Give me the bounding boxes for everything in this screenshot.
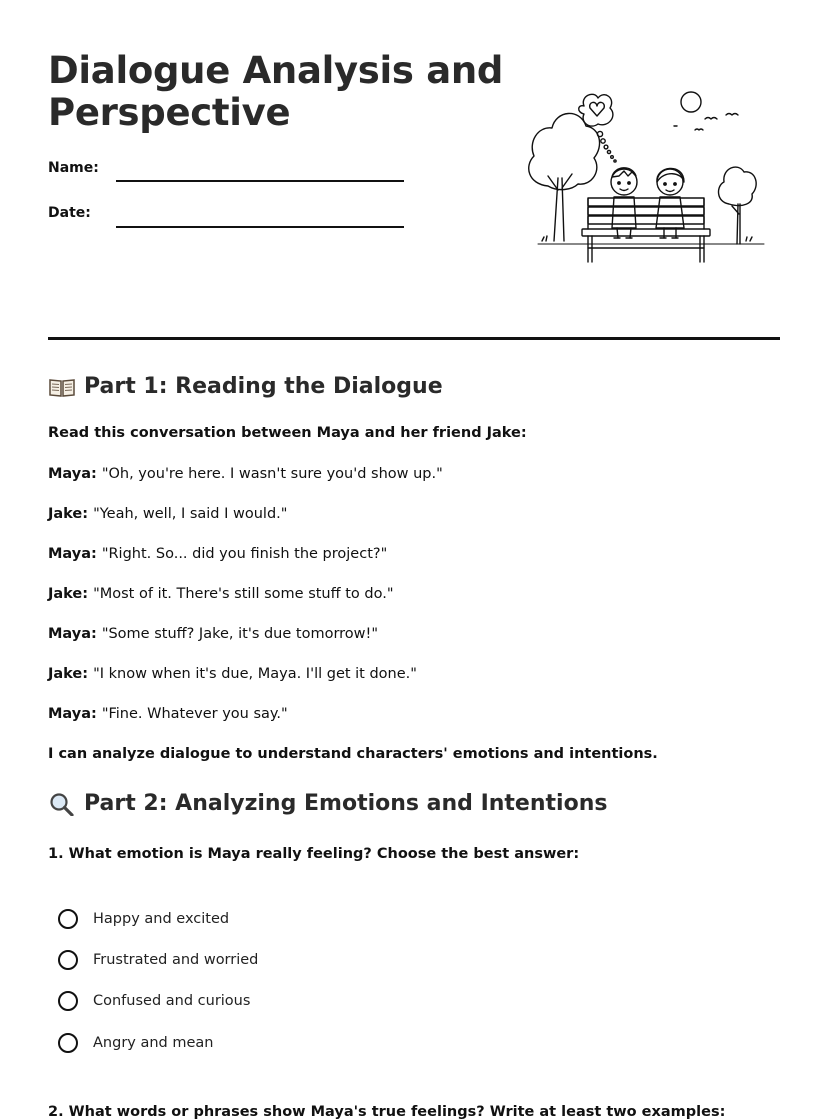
answer-option[interactable] (58, 909, 229, 929)
speaker-name: Maya: (48, 466, 97, 482)
dialogue-text: "Most of it. There's still some stuff to do." (93, 586, 394, 602)
dialogue-line (48, 546, 387, 562)
radio-button[interactable] (58, 909, 78, 929)
dialogue-text: "Yeah, well, I said I would." (93, 506, 288, 522)
dialogue-text: "Oh, you're here. I wasn't sure you'd show up." (101, 466, 443, 482)
name-field[interactable] (116, 180, 404, 182)
answer-option[interactable] (58, 1033, 213, 1053)
date-field[interactable] (116, 226, 404, 228)
speaker-name: Jake: (48, 586, 89, 602)
dialogue-text: "Fine. Whatever you say." (101, 706, 288, 722)
part2-title (48, 791, 607, 816)
radio-button[interactable] (58, 950, 78, 970)
header-divider (48, 337, 780, 340)
open-book-icon (48, 375, 76, 399)
two-friends-on-bench-illustration (524, 86, 768, 272)
part1-title (48, 374, 443, 399)
radio-button[interactable] (58, 1033, 78, 1053)
radio-button[interactable] (58, 991, 78, 1011)
question-1: 1. What emotion is Maya really feeling? Choose the best answer: (48, 846, 580, 862)
answer-option-label: Happy and excited (93, 911, 230, 927)
page-title: Dialogue Analysis and Perspective (48, 49, 504, 134)
speaker-name: Jake: (48, 506, 89, 522)
magnifying-glass-icon (48, 792, 76, 816)
name-label: Name: (48, 160, 99, 176)
dialogue-line (48, 626, 378, 642)
part2-title-text: Part 2: Analyzing Emotions and Intentions (84, 791, 608, 816)
answer-option-label: Confused and curious (93, 993, 251, 1009)
dialogue-line (48, 506, 287, 522)
answer-option-label: Frustrated and worried (93, 952, 259, 968)
dialogue-line (48, 666, 417, 682)
part1-title-text: Part 1: Reading the Dialogue (84, 374, 443, 399)
dialogue-line (48, 706, 288, 722)
dialogue-line (48, 466, 443, 482)
learning-objective: I can analyze dialogue to understand characters' emotions and intentions. (48, 746, 658, 762)
dialogue-text: "I know when it's due, Maya. I'll get it done." (93, 666, 417, 682)
speaker-name: Maya: (48, 626, 97, 642)
dialogue-text: "Some stuff? Jake, it's due tomorrow!" (101, 626, 379, 642)
question-2: 2. What words or phrases show Maya's true feelings? Write at least two examples: (48, 1104, 726, 1120)
date-label: Date: (48, 205, 91, 221)
answer-option[interactable] (58, 950, 258, 970)
answer-option[interactable] (58, 991, 250, 1011)
speaker-name: Maya: (48, 546, 97, 562)
part1-intro: Read this conversation between Maya and her friend Jake: (48, 425, 527, 441)
answer-option-label: Angry and mean (93, 1035, 214, 1051)
speaker-name: Jake: (48, 666, 89, 682)
dialogue-line (48, 586, 394, 602)
dialogue-text: "Right. So... did you finish the project?" (101, 546, 388, 562)
speaker-name: Maya: (48, 706, 97, 722)
